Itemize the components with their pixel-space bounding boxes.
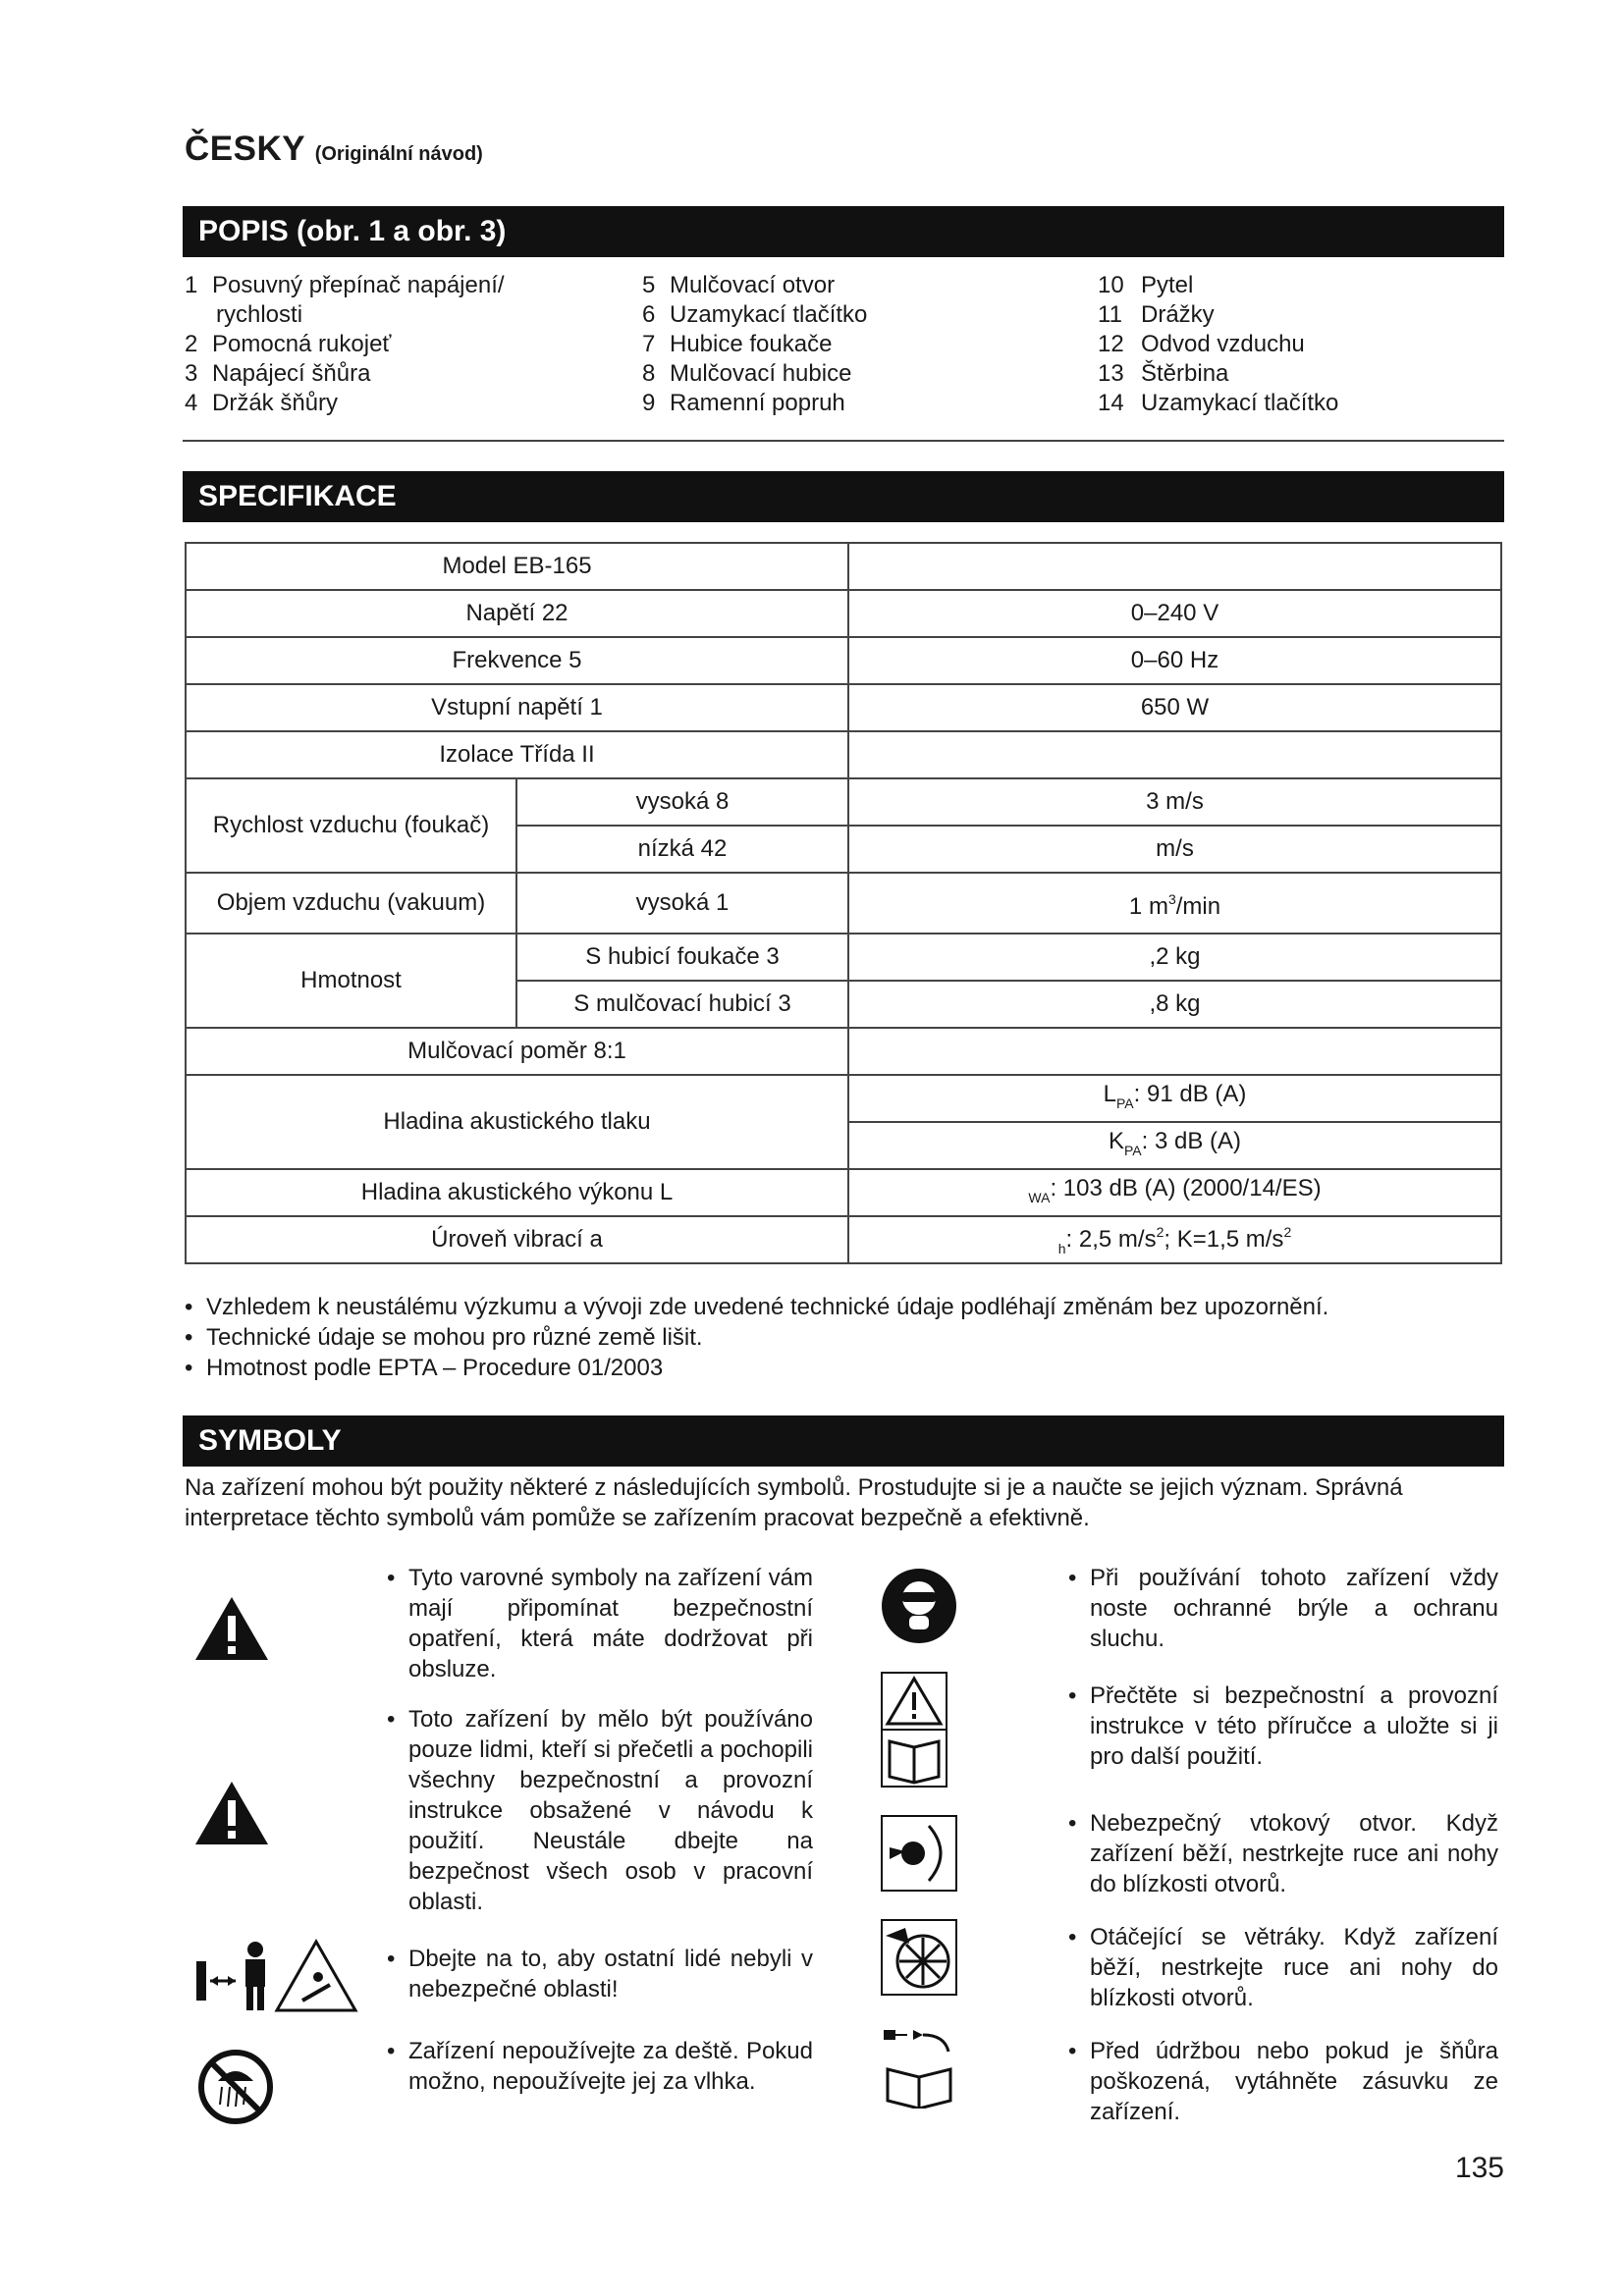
symbol-text: • Přečtěte si bezpečnostní a provozní instrukce v této příručce a uložte si ji pro další použití. xyxy=(1090,1681,1498,1772)
airspeed-high-value: 3 m/s xyxy=(848,778,1501,826)
list-item: 6 Uzamykací tlačítko xyxy=(642,301,868,328)
weight-blower-value: ,2 kg xyxy=(848,934,1501,981)
keep-distance-icon xyxy=(192,1936,359,2014)
kpa-value: $K_{PA}$: 3 dB (A) xyxy=(848,1122,1501,1169)
airspeed-low-value: m/s xyxy=(848,826,1501,873)
list-item-continuation: rychlosti xyxy=(216,301,303,328)
symbol-text: • Při používání tohoto zařízení vždy noste ochranné brýle a ochranu sluchu. xyxy=(1090,1563,1498,1654)
popis-column-2 xyxy=(642,271,867,418)
sound-pressure-label: Hladina akustického tlaku xyxy=(186,1075,848,1169)
list-item: 9 Ramenní popruh xyxy=(642,390,845,416)
symbol-text: • Otáčející se větráky. Když zařízení běží, nestrkejte ruce ani nohy do blízkosti otvorů. xyxy=(1090,1922,1498,2013)
airspeed-high-label: vysoká 8 xyxy=(516,778,848,826)
spec-notes xyxy=(185,1292,1328,1383)
lpa-value: $L_{PA}$: 91 dB (A) xyxy=(848,1075,1501,1122)
vibration-value: $_h$: 2,5 $m/s^2$; K=1,5 $m/s^2$ xyxy=(848,1216,1501,1263)
symboly-intro: Na zařízení mohou být použity některé z následujících symbolů. Prostudujte si je a naučte se jejich význam. Správná interpretace těchto symbolů vám pomůže se zařízením pracovat bezpečně a efektivně. xyxy=(185,1474,1403,1531)
page-language-heading xyxy=(185,130,483,169)
voltage-value: 0–240 V xyxy=(848,590,1501,637)
specifikace-section-bar: SPECIFIKACE xyxy=(183,471,1504,522)
wear-eye-ear-protection-icon xyxy=(880,1567,958,1645)
airvolume-label: Objem vzduchu (vakuum) xyxy=(186,873,516,934)
sound-power-value: $_{WA}$: 103 dB (A) (2000/14/ES) xyxy=(848,1169,1501,1216)
symbol-text: • Dbejte na to, aby ostatní lidé nebyli v nebezpečné oblasti! xyxy=(408,1944,813,2004)
weight-mulch-value: ,8 kg xyxy=(848,981,1501,1028)
list-item: 1 Posuvný přepínač napájení/ xyxy=(185,272,505,298)
popis-column-3 xyxy=(1098,271,1338,418)
table-row xyxy=(186,873,1501,934)
language-subtitle: (Originální návod) xyxy=(314,143,483,165)
note-item: • Technické údaje se mohou pro různé země lišit. xyxy=(185,1322,1328,1353)
table-row xyxy=(186,731,1501,778)
list-item: 2 Pomocná rukojeť xyxy=(185,331,392,357)
list-item: 5 Mulčovací otvor xyxy=(642,272,836,298)
table-row xyxy=(186,684,1501,731)
unplug-before-maintenance-icon xyxy=(880,2024,958,2109)
input-value: 650 W xyxy=(848,684,1501,731)
note-item: • Hmotnost podle EPTA – Procedure 01/2003 xyxy=(185,1353,1328,1383)
table-row xyxy=(186,543,1501,590)
popis-column-1 xyxy=(185,271,505,418)
vibration-label: Úroveň vibrací a xyxy=(186,1216,848,1263)
symbol-text: • Nebezpečný vtokový otvor. Když zařízení běží, nestrkejte ruce ani nohy do blízkosti otvorů. xyxy=(1090,1808,1498,1899)
intake-hazard-icon xyxy=(880,1814,958,1893)
airvolume-value: 1 $m^3/\min$ xyxy=(848,873,1501,934)
rotating-fan-icon xyxy=(880,1918,958,1997)
symbol-text: • Před údržbou nebo pokud je šňůra poškozená, vytáhněte zásuvku ze zařízení. xyxy=(1090,2036,1498,2127)
list-item: 3 Napájecí šňůra xyxy=(185,360,371,387)
insulation-value xyxy=(848,731,1501,778)
table-row xyxy=(186,778,1501,826)
list-item: 12 Odvod vzduchu xyxy=(1098,331,1305,357)
warning-triangle-icon xyxy=(192,1779,271,1847)
airspeed-low-label: nízká 42 xyxy=(516,826,848,873)
voltage-label: Napětí 22 xyxy=(186,590,848,637)
mulch-ratio-value xyxy=(848,1028,1501,1075)
input-label: Vstupní napětí 1 xyxy=(186,684,848,731)
read-manual-icon xyxy=(880,1671,948,1789)
weight-mulch-label: S mulčovací hubicí 3 xyxy=(516,981,848,1028)
weight-label: Hmotnost xyxy=(186,934,516,1028)
popis-section-bar: POPIS (obr. 1 a obr. 3) xyxy=(183,206,1504,257)
table-row xyxy=(186,1169,1501,1216)
frequency-value: 0–60 Hz xyxy=(848,637,1501,684)
table-row xyxy=(186,1028,1501,1075)
symbol-text: • Zařízení nepoužívejte za deště. Pokud možno, nepoužívejte jej za vlhka. xyxy=(408,2036,813,2097)
list-item: 10 Pytel xyxy=(1098,272,1194,298)
weight-blower-label: S hubicí foukače 3 xyxy=(516,934,848,981)
list-item: 4 Držák šňůry xyxy=(185,390,339,416)
model-label: Model EB-165 xyxy=(186,543,848,590)
list-item: 13 Štěrbina xyxy=(1098,360,1229,387)
mulch-ratio-label: Mulčovací poměr 8:1 xyxy=(186,1028,848,1075)
list-item: 14 Uzamykací tlačítko xyxy=(1098,390,1339,416)
spec-table xyxy=(185,542,1502,1264)
symboly-section-bar: SYMBOLY xyxy=(183,1415,1504,1467)
symbol-text: • Toto zařízení by mělo být používáno pouze lidmi, kteří si přečetli a pochopili všechny bezpečnostní a provozní instrukce obsažené v návodu k použití. Neustále dbejte na bezpečnost všech osob v pracovní oblasti. xyxy=(408,1704,813,1917)
frequency-label: Frekvence 5 xyxy=(186,637,848,684)
model-value xyxy=(848,543,1501,590)
no-rain-icon xyxy=(196,2048,275,2126)
table-row xyxy=(186,590,1501,637)
list-item: 11 Drážky xyxy=(1098,301,1215,328)
airspeed-label: Rychlost vzduchu (foukač) xyxy=(186,778,516,873)
airvolume-high-label: vysoká 1 xyxy=(516,873,848,934)
symbol-text: • Tyto varovné symboly na zařízení vám mají připomínat bezpečnostní opatření, která máte dodržovat při obsluze. xyxy=(408,1563,813,1684)
sound-power-label: Hladina akustického výkonu L xyxy=(186,1169,848,1216)
page-number: 135 xyxy=(1454,2152,1504,2184)
list-item: 7 Hubice foukače xyxy=(642,331,833,357)
table-row xyxy=(186,1075,1501,1122)
list-item: 8 Mulčovací hubice xyxy=(642,360,852,387)
table-row xyxy=(186,934,1501,981)
section-divider xyxy=(183,440,1504,442)
warning-triangle-icon xyxy=(192,1594,271,1663)
insulation-label: Izolace Třída II xyxy=(186,731,848,778)
table-row xyxy=(186,637,1501,684)
table-row xyxy=(186,1216,1501,1263)
note-item: • Vzhledem k neustálému výzkumu a vývoji zde uvedené technické údaje podléhají změnám bez upozornění. xyxy=(185,1292,1328,1322)
language-title: ČESKY xyxy=(185,130,305,168)
